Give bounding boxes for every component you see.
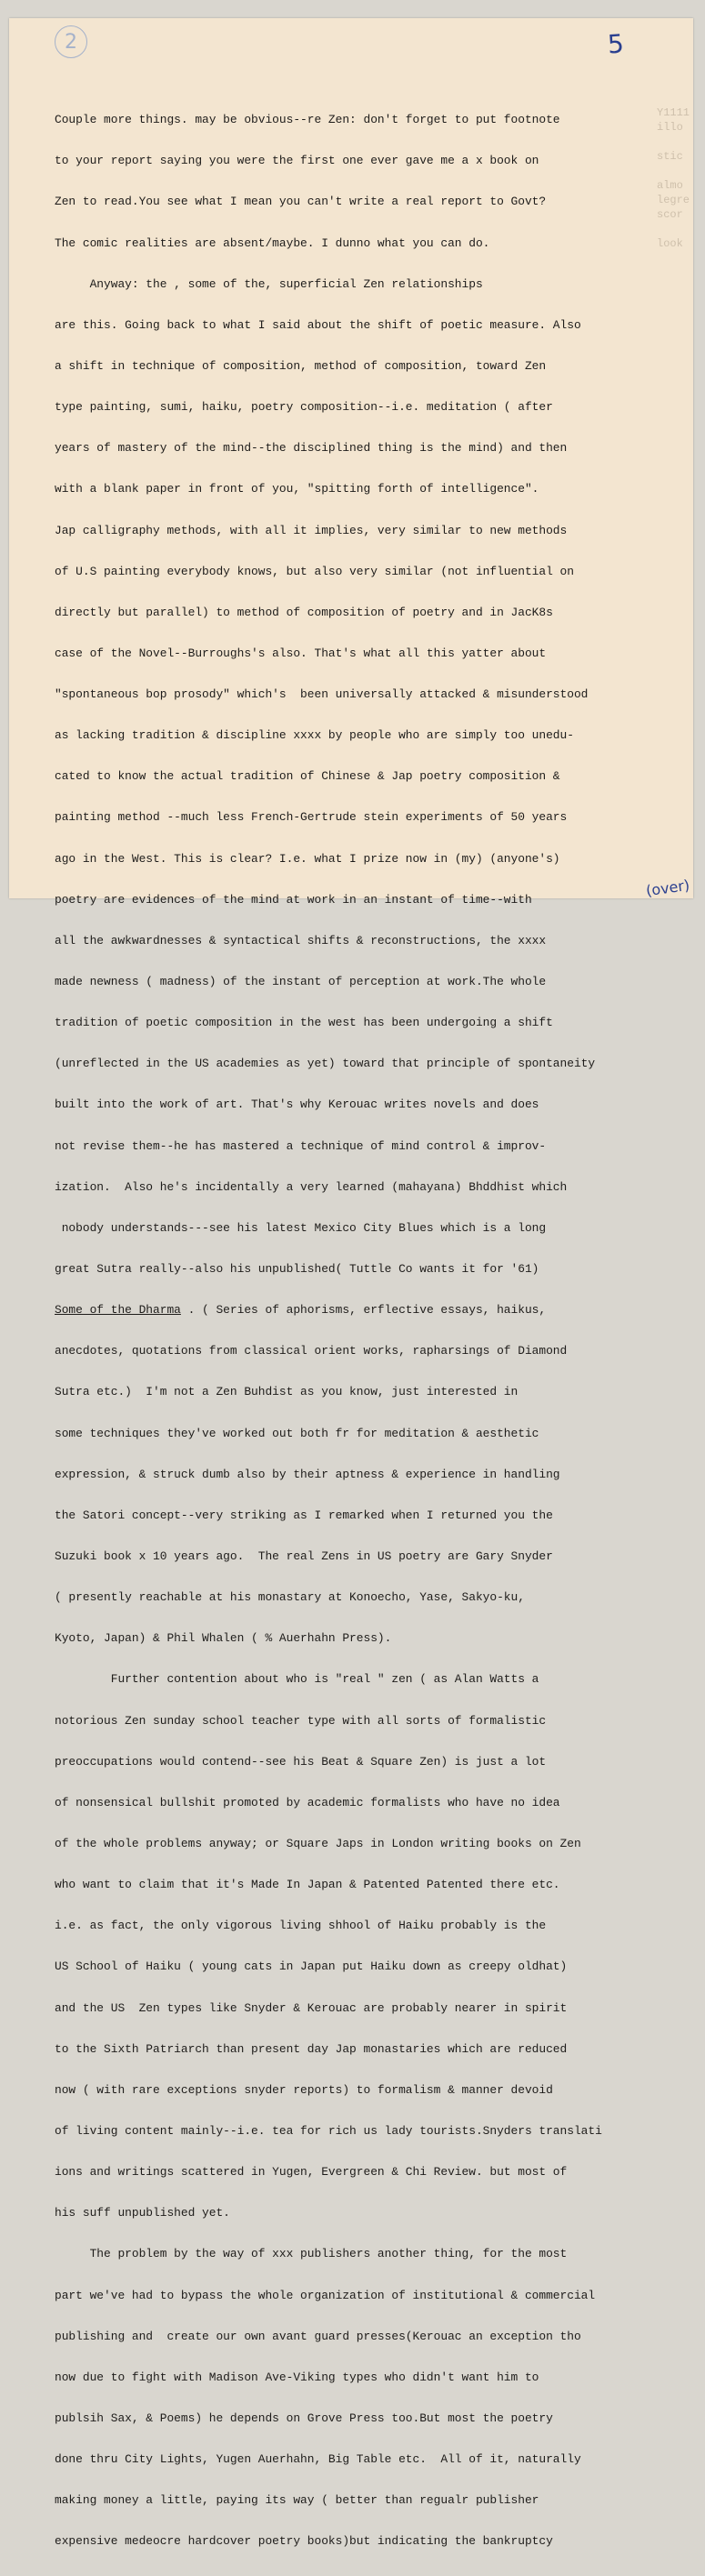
typewritten-body (55, 85, 691, 2576)
text-line: part we've had to bypass the whole organization of institutional & commercial (55, 2288, 596, 2302)
text-line: i.e. as fact, the only vigorous living shhool of Haiku probably is the (55, 1919, 547, 1933)
text-line: The comic realities are absent/maybe. I dunno what you can do. (55, 236, 490, 250)
text-line: publsih Sax, & Poems) he depends on Grove Press too.But most the poetry (55, 2411, 553, 2425)
text-line: of U.S painting everybody knows, but also very similar (not influential on (55, 564, 574, 578)
text-line: who want to claim that it's Made In Japan & Patented Patented there etc. (55, 1878, 560, 1892)
text-line: publishing and create our own avant guard presses(Kerouac an exception tho (55, 2329, 581, 2343)
text-line: ( presently reachable at his monastary at Konoecho, Yase, Sakyo-ku, (55, 1590, 525, 1605)
book-title-underlined: Some of the Dharma (55, 1303, 181, 1318)
text-line: years of mastery of the mind--the disciplined thing is the mind) and then (55, 441, 568, 456)
text-line: nobody understands---see his latest Mexico City Blues which is a long (55, 1220, 547, 1235)
text-line: making money a little, paying its way ( better than regualr publisher (55, 2493, 539, 2508)
text-line: of the whole problems anyway; or Square Japs in London writing books on Zen (55, 1837, 581, 1850)
text-line: notorious Zen sunday school teacher type with all sorts of formalistic (55, 1713, 547, 1728)
letter-page (9, 18, 693, 2549)
text-line: to the Sixth Patriarch than present day Jap monastaries which are reduced (55, 2041, 568, 2056)
text-line: his suff unpublished yet. (55, 2206, 230, 2220)
text-line: ago in the West. This is clear? I.e. what I prize now in (my) (anyone's) (55, 851, 560, 866)
book-title-rest: . ( Series of aphorisms, erflective essays, haikus, (180, 1303, 547, 1318)
text-line: Suzuki book x 10 years ago. The real Zens in US poetry are Gary Snyder (55, 1549, 553, 1564)
text-line: and the US Zen types like Snyder & Kerouac are probably nearer in spirit (55, 2000, 568, 2015)
text-line: a shift in technique of composition, method of composition, toward Zen (55, 358, 547, 373)
circled-page-mark: 2 (55, 25, 87, 58)
text-line: not revise them--he has mastered a technique of mind control & improv- (55, 1138, 547, 1153)
text-line: as lacking tradition & discipline xxxx by people who are simply too unedu- (55, 728, 574, 743)
text-line: expression, & struck dumb also by their aptness & experience in handling (55, 1467, 560, 1481)
text-line: ization. Also he's incidentally a very learned (mahayana) Bhddhist which (55, 1179, 568, 1194)
text-line: case of the Novel--Burroughs's also. That's what all this yatter about (55, 646, 547, 660)
text-line: now ( with rare exceptions snyder reports) to formalism & manner devoid (55, 2082, 553, 2097)
text-line: with a blank paper in front of you, "spitting forth of intelligence". (55, 482, 539, 496)
text-line: anecdotes, quotations from classical orient works, rapharsings of Diamond (55, 1344, 568, 1358)
text-line: some techniques they've worked out both fr for meditation & aesthetic (55, 1426, 539, 1440)
handwritten-over-note: (over) (644, 876, 691, 900)
text-line: Sutra etc.) I'm not a Zen Buhdist as you know, just interested in (55, 1385, 519, 1399)
bleed-through-text: Y1111 illo stic almo legre scor look (657, 106, 690, 250)
text-line-book-title (55, 1303, 691, 1317)
text-line: Further contention about who is "real " zen ( as Alan Watts a (55, 1672, 539, 1687)
text-line: ions and writings scattered in Yugen, Evergreen & Chi Review. but most of (55, 2165, 568, 2180)
text-line: expensive medeocre hardcover poetry books)but indicating the bankruptcy (55, 2534, 553, 2549)
text-line: US School of Haiku ( young cats in Japan put Haiku down as creepy oldhat) (55, 1960, 568, 1974)
text-line: built into the work of art. That's why Kerouac writes novels and does (55, 1098, 539, 1112)
text-line: Zen to read.You see what I mean you can't write a real report to Govt? (55, 195, 547, 209)
text-line: poetry are evidences of the mind at work in an instant of time--with (55, 892, 532, 907)
text-line: cated to know the actual tradition of Chinese & Jap poetry composition & (55, 769, 560, 784)
text-line: of nonsensical bullshit promoted by academic formalists who have no idea (55, 1795, 560, 1809)
text-line: directly but parallel) to method of composition of poetry and in JacK8s (55, 605, 553, 619)
text-line: Couple more things. may be obvious--re Zen: don't forget to put footnote (55, 113, 560, 127)
text-line: done thru City Lights, Yugen Auerhahn, Big Table etc. All of it, naturally (55, 2452, 581, 2467)
text-line: now due to fight with Madison Ave-Viking types who didn't want him to (55, 2370, 539, 2384)
text-line: the Satori concept--very striking as I remarked when I returned you the (55, 1508, 553, 1522)
text-line: to your report saying you were the first one ever gave me a x book on (55, 154, 539, 168)
text-line: "spontaneous bop prosody" which's been universally attacked & misunderstood (55, 687, 589, 702)
text-line: are this. Going back to what I said about the shift of poetic measure. Also (55, 317, 581, 332)
text-line: Anyway: the , some of the, superficial Zen relationships (55, 276, 483, 291)
text-line: all the awkwardnesses & syntactical shifts & reconstructions, the xxxx (55, 933, 547, 947)
text-line: preoccupations would contend--see his Beat & Square Zen) is just a lot (55, 1754, 547, 1769)
text-line: The problem by the way of xxx publishers another thing, for the most (55, 2247, 568, 2261)
text-line: of living content mainly--i.e. tea for rich us lady tourists.Snyders translati (55, 2123, 602, 2138)
text-line: painting method --much less French-Gertrude stein experiments of 50 years (55, 810, 568, 825)
text-line: tradition of poetic composition in the west has been undergoing a shift (55, 1016, 553, 1030)
text-line: made newness ( madness) of the instant of perception at work.The whole (55, 975, 547, 989)
text-line: Kyoto, Japan) & Phil Whalen ( % Auerhahn Press). (55, 1631, 392, 1646)
text-line: great Sutra really--also his unpublished( Tuttle Co wants it for '61) (55, 1262, 539, 1277)
handwritten-page-number: 5 (606, 28, 625, 60)
text-line: type painting, sumi, haiku, poetry composition--i.e. meditation ( after (55, 400, 553, 415)
text-line: Jap calligraphy methods, with all it implies, very similar to new methods (55, 523, 568, 537)
text-line: (unreflected in the US academies as yet) toward that principle of spontaneity (55, 1057, 596, 1071)
